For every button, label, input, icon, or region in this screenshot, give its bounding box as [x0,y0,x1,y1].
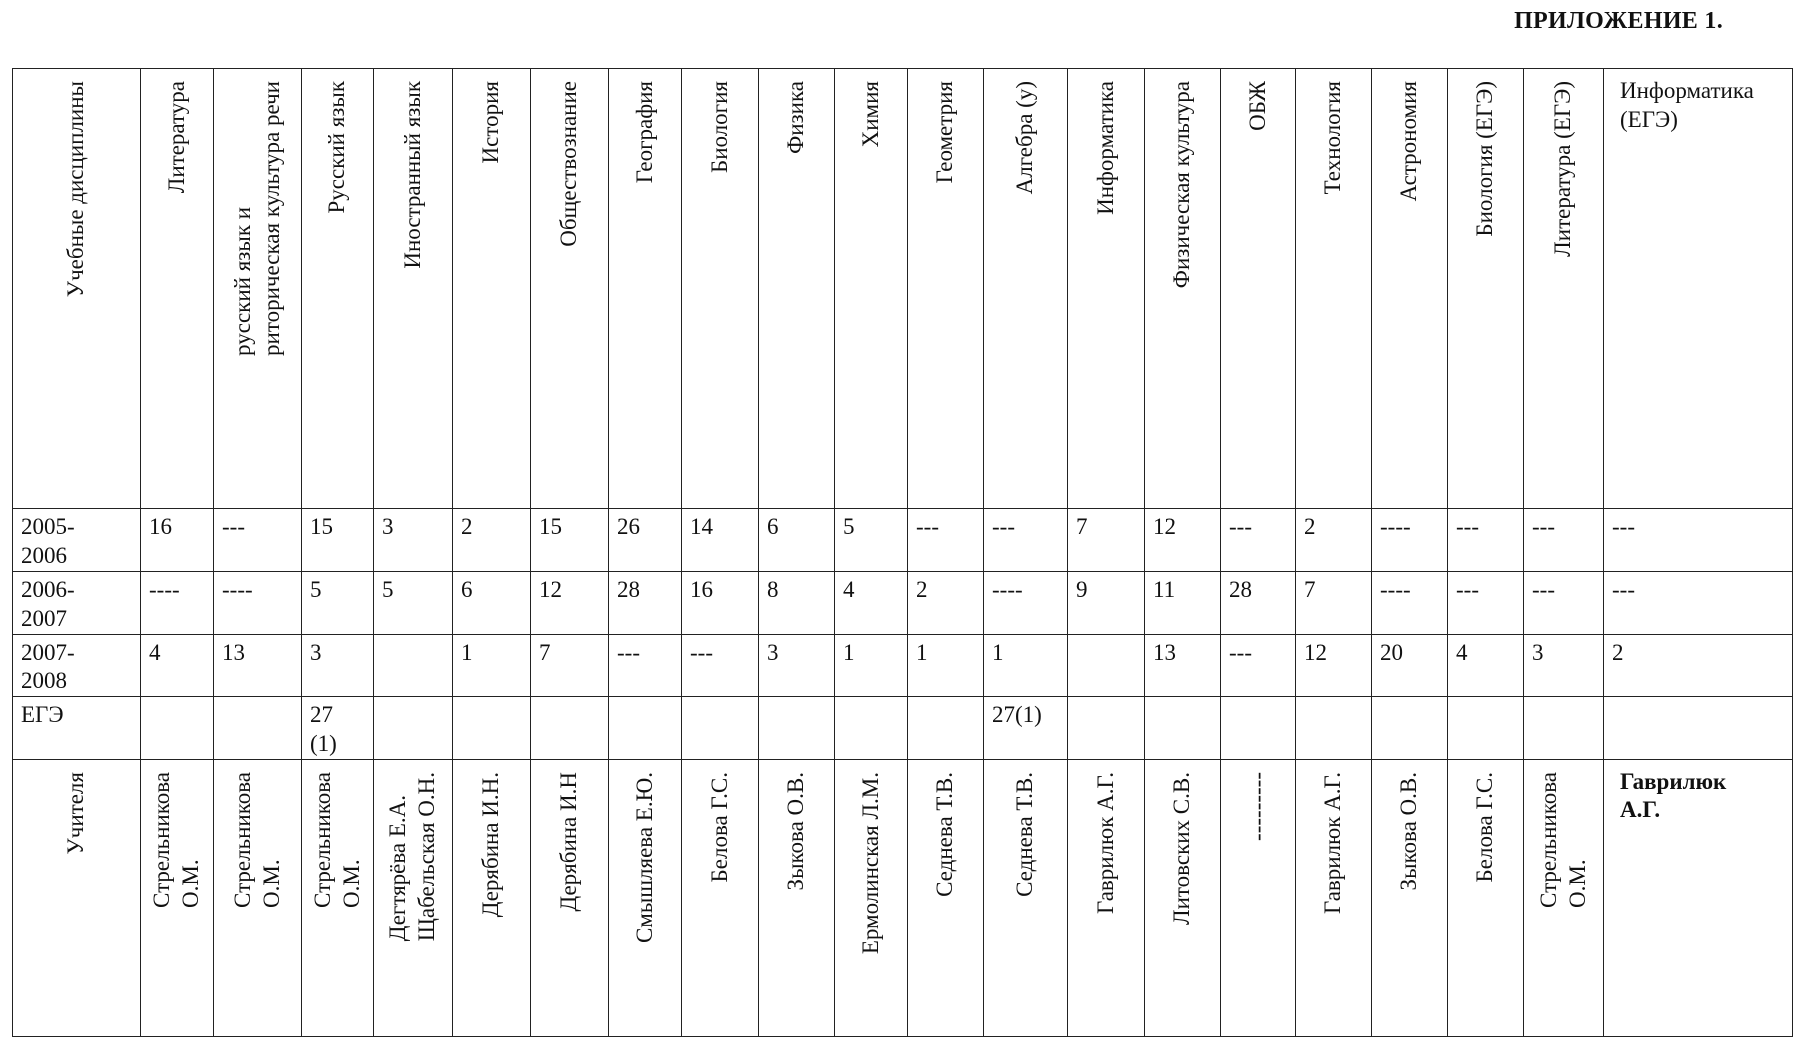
value-cell-text: 27(1) [992,702,1042,727]
value-cell [374,634,453,697]
value-cell [835,509,908,572]
value-cell [984,697,1068,760]
teacher-cell-7-text: Белова Г.С. [706,771,732,882]
subject-header-18 [1524,69,1604,509]
value-cell-text: 2 [1612,639,1624,665]
value-cell-text: 7 [539,639,551,665]
value-cell [1296,572,1372,635]
year-row-2007-2008 [13,634,1793,697]
value-cell-text: 3 [310,639,322,665]
value-cell [453,572,531,635]
value-cell-text [214,697,301,701]
teacher-cell-11-text: Седнева Т.В. [1012,771,1038,897]
subject-header-7 [682,69,759,509]
value-cell-text: 3 [382,514,394,539]
subject-header-15 [1296,69,1372,509]
subject-header-1 [214,69,302,509]
row-label [13,572,141,635]
value-cell-text: 2 [461,514,473,539]
value-cell [1221,634,1296,697]
value-cell [302,572,374,635]
ege-row [13,697,1793,760]
value-cell-text [374,635,452,639]
value-cell-text: 26 [617,514,640,539]
subjects-header-row [13,69,1793,509]
hours-table [12,68,1793,1037]
value-cell [1524,509,1604,572]
subject-header-18-text: Литература (ЕГЭ) [1550,81,1576,257]
value-cell [984,634,1068,697]
subject-header-17-text: Биология (ЕГЭ) [1472,81,1498,237]
value-cell [1296,509,1372,572]
value-cell-text [1145,697,1220,701]
teacher-cell-14-text: --------- [1244,771,1270,841]
value-cell-text [1448,697,1523,701]
value-cell-text: --- [1456,577,1479,602]
value-cell-text: --- [1229,639,1252,665]
teachers-row-label-text: Учителя [63,771,89,854]
value-cell-text: 16 [149,514,172,539]
subject-header-10 [908,69,984,509]
value-cell-text: 3 [1532,639,1544,665]
teacher-cell-4 [453,759,531,1036]
value-cell [302,509,374,572]
subject-header-4 [453,69,531,509]
value-cell-text [682,697,758,701]
subject-header-10-text: Геометрия [932,81,958,184]
value-cell-text: 12 [1304,639,1327,665]
subject-header-2 [302,69,374,509]
value-cell-text: 28 [617,577,640,602]
teacher-cell-9 [835,759,908,1036]
value-cell [374,697,453,760]
value-cell [835,634,908,697]
teacher-cell-10 [908,759,984,1036]
year-row-2006-2007 [13,572,1793,635]
value-cell-text: 7 [1076,514,1088,539]
value-cell [1145,509,1221,572]
value-cell [453,634,531,697]
value-cell [759,509,835,572]
value-cell [1372,697,1448,760]
value-cell-text: 16 [690,577,713,602]
value-cell-text: --- [1532,514,1555,539]
subject-header-15-text: Технология [1320,81,1346,195]
value-cell [609,634,682,697]
value-cell [141,697,214,760]
value-cell-text [1296,697,1371,701]
value-cell-text [1372,697,1447,701]
value-cell [609,697,682,760]
value-cell [1524,572,1604,635]
teacher-cell-2-text: Стрельникова О.М. [309,771,364,908]
value-cell-text: --- [1612,514,1635,539]
teacher-cell-6 [609,759,682,1036]
value-cell [374,572,453,635]
subject-header-13-text: Физическая культура [1169,81,1195,289]
subject-header-0 [141,69,214,509]
teacher-cell-18-text: Стрельникова О.М. [1535,771,1590,908]
value-cell [984,572,1068,635]
value-cell-text: 13 [1153,639,1176,665]
value-cell-text: 27 (1) [310,702,337,756]
value-cell-text: 1 [843,639,855,665]
value-cell [214,634,302,697]
subject-header-8-text: Физика [783,81,809,154]
subject-header-5-text: Обществознание [556,81,582,247]
value-cell [1145,634,1221,697]
value-cell [1604,697,1793,760]
teacher-cell-13-text: Литовских С.В. [1169,771,1195,925]
value-cell-text: 5 [843,514,855,539]
value-cell [374,509,453,572]
subject-header-6-text: География [631,81,657,184]
teacher-cell-5 [531,759,609,1036]
value-cell-text: --- [992,514,1015,539]
value-cell-text [531,697,608,701]
value-cell [1145,572,1221,635]
value-cell [1604,509,1793,572]
value-cell-text [835,697,907,701]
value-cell [1448,509,1524,572]
teacher-cell-17 [1448,759,1524,1036]
subject-header-14 [1221,69,1296,509]
value-cell-text: --- [916,514,939,539]
row-label [13,634,141,697]
subject-header-19-text: Информатика (ЕГЭ) [1620,78,1754,132]
value-cell-text [1524,697,1603,701]
teacher-cell-19 [1604,759,1793,1036]
value-cell [214,572,302,635]
value-cell-text: 3 [767,639,779,665]
value-cell [609,509,682,572]
subject-header-0-text: Литература [163,81,189,194]
value-cell [682,572,759,635]
value-cell [835,697,908,760]
value-cell [1068,572,1145,635]
value-cell [141,509,214,572]
subjects-row-label [13,69,141,509]
value-cell [1372,634,1448,697]
teacher-cell-11 [984,759,1068,1036]
subject-header-1-text: русский язык и риторическая культура речи [229,81,284,356]
subject-header-16 [1372,69,1448,509]
teacher-cell-12 [1068,759,1145,1036]
teacher-cell-8-text: Зыкова О.В. [783,771,809,890]
value-cell [302,697,374,760]
year-row-2005-2006 [13,509,1793,572]
value-cell [1604,572,1793,635]
value-cell [682,509,759,572]
value-cell [682,697,759,760]
value-cell-text: 6 [461,577,473,602]
value-cell [531,509,609,572]
subject-header-17 [1448,69,1524,509]
subject-header-3-text: Иностранный язык [399,81,425,269]
teacher-cell-9-text: Ермолинская Л.М. [857,771,883,954]
value-cell [1448,572,1524,635]
subject-header-14-text: ОБЖ [1244,81,1270,131]
value-cell-text: 4 [149,639,161,665]
teacher-cell-14 [1221,759,1296,1036]
value-cell [214,697,302,760]
appendix-title: ПРИЛОЖЕНИЕ 1. [1514,8,1723,34]
subject-header-12-text: Информатика [1092,81,1118,215]
teacher-cell-16 [1372,759,1448,1036]
value-cell-text: --- [1229,514,1252,539]
value-cell-text [374,697,452,701]
value-cell-text: 1 [916,639,928,665]
value-cell [141,572,214,635]
subject-header-6 [609,69,682,509]
value-cell-text: --- [1612,577,1635,602]
value-cell [984,509,1068,572]
value-cell [1221,572,1296,635]
value-cell [1524,697,1604,760]
value-cell [908,572,984,635]
value-cell [1068,697,1145,760]
teacher-cell-8 [759,759,835,1036]
value-cell [531,697,609,760]
teacher-cell-3 [374,759,453,1036]
value-cell-text [609,697,681,701]
value-cell-text: ---- [1380,514,1411,539]
value-cell [141,634,214,697]
value-cell-text [908,697,983,701]
value-cell [1448,697,1524,760]
value-cell-text: 2 [1304,514,1316,539]
value-cell-text [1068,697,1144,701]
subject-header-5 [531,69,609,509]
subject-header-19 [1604,69,1793,509]
value-cell [1604,634,1793,697]
value-cell-text: 7 [1304,577,1316,602]
value-cell [835,572,908,635]
value-cell-text [1604,697,1792,701]
value-cell [759,697,835,760]
value-cell [908,697,984,760]
subjects-row-label-text: Учебные дисциплины [63,81,89,298]
value-cell-text: 4 [843,577,855,602]
value-cell-text: 15 [539,514,562,539]
subject-header-11-text: Алгебра (у) [1012,81,1038,195]
value-cell-text [759,697,834,701]
value-cell-text: 5 [382,577,394,602]
teacher-cell-17-text: Белова Г.С. [1472,771,1498,882]
value-cell [1145,697,1221,760]
value-cell-text [453,697,530,701]
value-cell-text: ---- [149,577,180,602]
value-cell-text [1068,635,1144,639]
teacher-cell-1 [214,759,302,1036]
teacher-cell-0-text: Стрельникова О.М. [149,771,203,908]
value-cell-text: --- [222,514,245,539]
teacher-cell-4-text: Дерябина И.Н. [478,771,504,917]
teacher-cell-15 [1296,759,1372,1036]
value-cell [1372,509,1448,572]
value-cell-text: 5 [310,577,322,602]
teacher-cell-18 [1524,759,1604,1036]
teacher-cell-15-text: Гаврилюк А.Г. [1320,771,1346,914]
row-label-text: 2006- 2007 [21,577,75,631]
value-cell-text: --- [690,639,713,665]
row-label [13,509,141,572]
value-cell-text: 12 [1153,514,1176,539]
subject-header-4-text: История [478,81,504,164]
teachers-row-label [13,759,141,1036]
teacher-cell-3-text: Дегтярёва Е.А. Щабельская О.Н. [385,771,439,941]
value-cell [1296,634,1372,697]
value-cell-text: 1 [992,639,1004,665]
value-cell-text: 12 [539,577,562,602]
value-cell [1068,634,1145,697]
value-cell [908,509,984,572]
row-label-text: 2005- 2006 [21,514,75,568]
value-cell-text: 8 [767,577,779,602]
teacher-cell-6-text: Смышляева Е.Ю. [631,771,657,943]
teacher-cell-0 [141,759,214,1036]
teacher-cell-12-text: Гаврилюк А.Г. [1092,771,1118,914]
row-label [13,697,141,760]
value-cell-text: --- [617,639,640,665]
value-cell-text: 1 [461,639,473,665]
value-cell-text [1221,697,1295,701]
teacher-cell-7 [682,759,759,1036]
subject-header-3 [374,69,453,509]
row-label-text: 2007- 2008 [21,639,75,694]
value-cell-text: 20 [1380,639,1403,665]
value-cell-text: 9 [1076,577,1088,602]
value-cell-text [141,697,213,701]
value-cell-text: --- [1532,577,1555,602]
value-cell [302,634,374,697]
value-cell-text: 15 [310,514,333,539]
subject-header-2-text: Русский язык [324,81,350,214]
value-cell [682,634,759,697]
value-cell-text: 11 [1153,577,1176,602]
value-cell [609,572,682,635]
teacher-cell-16-text: Зыкова О.В. [1396,771,1422,890]
row-label-text: ЕГЭ [21,702,64,727]
teacher-cell-10-text: Седнева Т.В. [932,771,958,897]
value-cell [759,634,835,697]
subject-header-16-text: Астрономия [1396,81,1422,202]
teacher-cell-19-text: Гаврилюк А.Г. [1620,768,1727,823]
value-cell-text: 28 [1229,577,1252,602]
subject-header-13 [1145,69,1221,509]
subject-header-8 [759,69,835,509]
value-cell-text: --- [1456,514,1479,539]
value-cell-text: 13 [222,639,245,665]
value-cell-text: 14 [690,514,713,539]
subject-header-9-text: Химия [857,81,883,148]
value-cell [1372,572,1448,635]
subject-header-12 [1068,69,1145,509]
value-cell [453,509,531,572]
teachers-row [13,759,1793,1036]
value-cell [531,572,609,635]
value-cell-text: 4 [1456,639,1468,665]
value-cell [1221,697,1296,760]
value-cell [1221,509,1296,572]
value-cell [531,634,609,697]
value-cell [214,509,302,572]
value-cell [759,572,835,635]
subject-header-7-text: Биология [706,81,732,174]
value-cell [1296,697,1372,760]
value-cell [1448,634,1524,697]
value-cell [1524,634,1604,697]
value-cell-text: ---- [1380,577,1411,602]
subject-header-9 [835,69,908,509]
value-cell [453,697,531,760]
value-cell-text: ---- [992,577,1023,602]
value-cell-text: 6 [767,514,779,539]
teacher-cell-13 [1145,759,1221,1036]
subject-header-11 [984,69,1068,509]
value-cell-text: 2 [916,577,928,602]
teacher-cell-1-text: Стрельникова О.М. [229,771,284,908]
value-cell [908,634,984,697]
teacher-cell-5-text: Дерябина И.Н [556,771,582,912]
teacher-cell-2 [302,759,374,1036]
value-cell [1068,509,1145,572]
value-cell-text: ---- [222,577,253,602]
